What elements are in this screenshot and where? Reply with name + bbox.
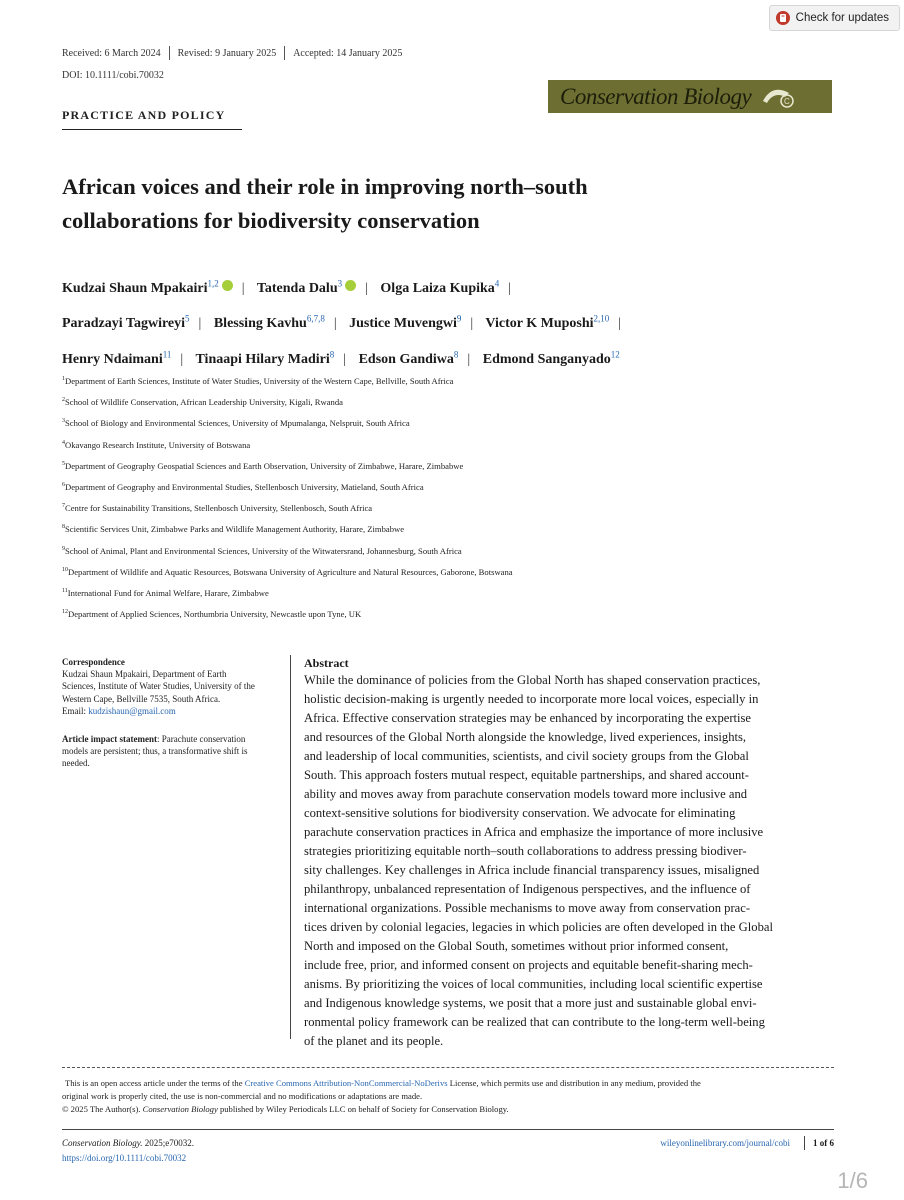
- revised-date: Revised: 9 January 2025: [177, 47, 277, 59]
- title-line: collaborations for biodiversity conservation: [62, 208, 480, 233]
- affiliation: $^{12}$Department of Applied Sciences, Northumbria University, Newcastle upon Tyne, UK: [62, 608, 362, 619]
- footer-citation: Conservation Biology. 2025;e70032. https://doi.org/10.1111/cobi.70032: [62, 1136, 194, 1166]
- abstract-rule: [290, 655, 291, 1039]
- correspondence-panel: [62, 656, 284, 770]
- divider: [284, 46, 285, 60]
- correspondence-line: Kudzai Shaun Mpakairi, Department of Earth: [62, 669, 227, 680]
- site-link[interactable]: wileyonlinelibrary.com/journal/cobi: [660, 1138, 790, 1148]
- check-for-updates-button[interactable]: [769, 5, 900, 31]
- orcid-icon[interactable]: [222, 280, 233, 291]
- affiliation: $^6$Department of Geography and Environmental Studies, Stellenbosch University, Matieland, South Africa: [62, 481, 424, 492]
- journal-logo-text: Conservation Biology: [560, 83, 752, 109]
- affiliation: $^7$Centre for Sustainability Transitions, Stellenbosch University, Stellenbosch, South Africa: [62, 502, 373, 513]
- email-link[interactable]: kudzishaun@gmail.com: [88, 705, 176, 716]
- license-link[interactable]: Creative Commons Attribution-NonCommercial-NoDerivs: [244, 1078, 448, 1088]
- author[interactable]: Kudzai Shaun Mpakairi$^{1,2}$: [62, 281, 233, 296]
- author[interactable]: Tinaapi Hilary Madiri$^8$: [195, 349, 335, 367]
- author[interactable]: Edson Gandiwa$^8$: [358, 349, 459, 367]
- impact-heading: Article impact statement: [62, 734, 157, 745]
- affiliation: $^{10}$Department of Wildlife and Aquatic Resources, Botswana University of Agriculture and Natural Resources, Gaborone, Botswana: [62, 566, 513, 577]
- doi-link[interactable]: https://doi.org/10.1111/cobi.70032: [62, 1153, 187, 1163]
- impact-statement: Article impact statement: Parachute conservation: [62, 734, 246, 745]
- correspondence-heading: Correspondence: [62, 657, 125, 667]
- divider: [169, 46, 170, 60]
- page-number: 1 of 6: [813, 1138, 834, 1148]
- author[interactable]: Victor K Muposhi$^{2,10}$: [485, 313, 610, 332]
- author-list: [62, 268, 852, 375]
- affiliation: $^8$Scientific Services Unit, Zimbabwe Parks and Wildlife Management Authority, Harare, Zimbabwe: [62, 524, 405, 535]
- doi: DOI: 10.1111/cobi.70032: [62, 70, 164, 81]
- affiliation: $^3$School of Biology and Environmental Sciences, University of Mpumalanga, Nelspruit, South Africa: [62, 418, 410, 429]
- correspondence-email-row: Email: kudzishaun@gmail.com: [62, 705, 176, 716]
- author[interactable]: Tatenda Dalu$^3$: [257, 281, 356, 296]
- affiliation: $^9$School of Animal, Plant and Environmental Sciences, University of the Witwatersrand, Johannesburg, South Africa: [62, 545, 462, 556]
- license-divider: [62, 1067, 834, 1068]
- abstract-heading: Abstract: [304, 656, 349, 670]
- author-line: Kudzai Shaun Mpakairi$^{1,2}$ | Tatenda Dalu$^3$ | Olga Laiza Kupika$^4$ |: [62, 278, 512, 296]
- orcid-icon[interactable]: [345, 280, 356, 291]
- svg-text:C: C: [784, 96, 791, 106]
- author[interactable]: Blessing Kavhu$^{6,7,8}$: [213, 313, 325, 332]
- footer-rule: [62, 1129, 834, 1130]
- accepted-date: Accepted: 14 January 2025: [293, 47, 403, 59]
- journal-emblem-icon: [759, 83, 799, 111]
- check-updates-icon: [776, 11, 790, 25]
- license-notice: This is an open access article under the terms of the Creative Commons Attribution-NonCommercial-NoDerivs License, which permits use and distribution in any medium, provided the original work is properly cited, the use is non-commercial and no modifications or adaptations are made. © 2025 The Author(s). Conservation Biology published by Wiley Periodicals LLC on behalf of Society for Conservation Biology.: [62, 1077, 834, 1115]
- affiliation: $^1$Department of Earth Sciences, Institute of Water Studies, University of the Western Cape, Bellville, South Africa: [62, 375, 454, 386]
- article-title: [62, 170, 782, 238]
- affiliations: [62, 372, 842, 626]
- affiliation: $^5$Department of Geography Geospatial Sciences and Earth Observation, University of Zimbabwe, Harare, Zimbabwe: [62, 460, 464, 471]
- author-line: Henry Ndaimani$^{11}$ | Tinaapi Hilary Madiri$^8$ | Edson Gandiwa$^8$ | Edmond Sanganyado$^{12}$: [62, 349, 620, 367]
- page-indicator: 1/6: [837, 1168, 868, 1193]
- impact-line: models are persistent; thus, a transformative shift is: [62, 746, 248, 757]
- author[interactable]: Paradzayi Tagwireyi$^5$: [62, 313, 190, 332]
- affiliation: $^{11}$International Fund for Animal Welfare, Harare, Zimbabwe: [62, 587, 269, 598]
- affiliation: $^4$Okavango Research Institute, University of Botswana: [62, 439, 251, 450]
- divider: [804, 1136, 805, 1150]
- correspondence-line: Western Cape, Bellville 7535, South Africa.: [62, 693, 221, 704]
- section-rule: [62, 129, 242, 130]
- journal-logo: [548, 80, 832, 113]
- article-dates: [62, 46, 402, 60]
- author-line: Paradzayi Tagwireyi$^5$ | Blessing Kavhu$^{6,7,8}$ | Justice Muvengwi$^9$ | Victor K Muposhi$^{2,10}$ |: [62, 313, 622, 332]
- impact-line: needed.: [62, 758, 90, 769]
- section-label: PRACTICE AND POLICY: [62, 108, 226, 122]
- affiliation: $^2$School of Wildlife Conservation, African Leadership University, Kigali, Rwanda: [62, 397, 343, 408]
- author[interactable]: Justice Muvengwi$^9$: [349, 313, 462, 332]
- footer-journal: Conservation Biology.: [62, 1138, 143, 1148]
- copyright-line: © 2025 The Author(s). Conservation Biology published by Wiley Periodicals LLC on behalf of Society for Conservation Biology.: [62, 1103, 509, 1114]
- author[interactable]: Henry Ndaimani$^{11}$: [62, 349, 172, 367]
- check-updates-label: Check for updates: [795, 12, 889, 24]
- abstract-body: While the dominance of policies from the Global North has shaped conservation practices, holistic decision-making is urgently needed to incorporate more local voices, especially in Africa. Effective conservation strategies may be enhanced by incorporating the expertise and resources of the Global North alongside the knowledge, lived experiences, insights, and leadership of local communities, scientists, and civil society groups from the Global South. This approach fosters mutual respect, equitable partnerships, and shared account- ability and moves away from parachute conservation models toward more inclusive and context-sensitive solutions for biodiversity conservation. We advocate for eliminating parachute conservation practices in Africa and emphasize the importance of more inclusive strategies prioritizing equitable north–south collaborations to address pressing biodiver- sity challenges. Key challenges in Africa include financial transparency issues, misaligned philanthropy, unbalanced representation of Indigenous perspectives, and the influence of international organizations. Possible mechanisms to move away from conservation prac- tices driven by colonial legacies, legacies in which policies are often developed in the Global North and imposed on the Global South, sometimes without prior informed consent, include free, prior, and informed consent on projects and equitable benefit-sharing mech- anisms. By prioritizing the voices of local communities, including local scientific expertise and Indigenous knowledge systems, we posit that a more just and sustainable global envi- ronmental policy framework can be realized that can contribute to the long-term well-being of the planet and its people.: [304, 673, 773, 1048]
- title-line: African voices and their role in improving north–south: [62, 174, 588, 199]
- correspondence-line: Sciences, Institute of Water Studies, University of the: [62, 681, 255, 692]
- abstract: [290, 655, 835, 1051]
- received-date: Received: 6 March 2024: [62, 47, 161, 59]
- author[interactable]: Olga Laiza Kupika$^4$: [380, 278, 500, 296]
- footer-site: [660, 1136, 834, 1150]
- author[interactable]: Edmond Sanganyado$^{12}$: [482, 349, 620, 367]
